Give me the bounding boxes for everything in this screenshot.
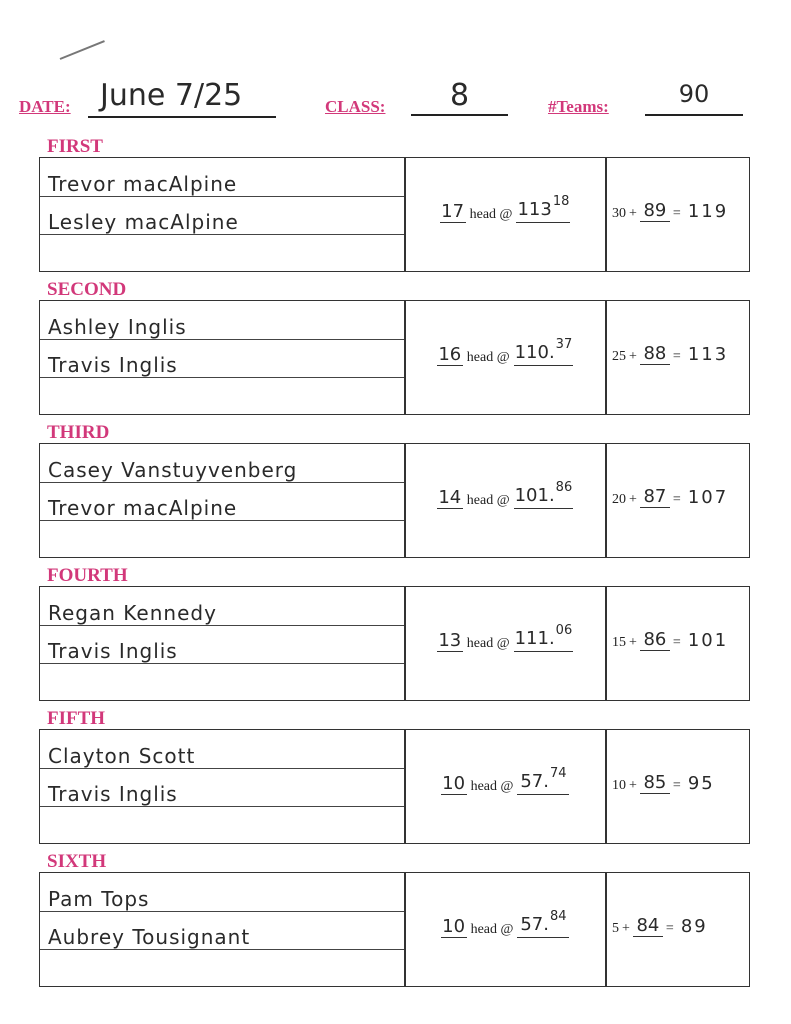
contestant-name-1: Clayton Scott <box>48 744 196 768</box>
name-row-line <box>40 377 404 378</box>
points-total: 119 <box>687 201 729 222</box>
name-row-line <box>40 625 404 626</box>
points-add: 87 <box>640 487 670 508</box>
time-fraction: 86 <box>555 480 573 495</box>
points-total: 101 <box>687 630 729 651</box>
equals-sign: = <box>672 349 681 364</box>
head-at-label: head @ <box>469 207 513 222</box>
time-value <box>514 480 574 509</box>
class-value: 8 <box>449 78 470 113</box>
contestant-name-2: Travis Inglis <box>48 353 178 377</box>
head-count: 16 <box>438 344 462 365</box>
contestant-name-2: Travis Inglis <box>48 782 178 806</box>
head-count: 10 <box>442 773 466 794</box>
name-row-line <box>40 482 404 483</box>
name-row-line <box>40 234 404 235</box>
stray-pen-mark <box>60 40 105 60</box>
time-whole: 57. <box>520 771 549 792</box>
time-fraction: 37 <box>555 337 573 352</box>
points-base: 25 <box>612 349 626 364</box>
time-value <box>514 337 574 366</box>
time-cell <box>405 873 605 986</box>
date-line <box>88 116 276 118</box>
contestant-name-2: Trevor macAlpine <box>48 496 238 520</box>
placing-title: FIRST <box>47 136 103 157</box>
points-total: 113 <box>687 344 729 365</box>
time-value <box>517 909 569 938</box>
points-base: 5 <box>612 921 619 936</box>
points-add: 89 <box>640 201 670 222</box>
plus-sign: + <box>629 206 637 221</box>
placing-title: FIFTH <box>47 708 106 729</box>
plus-sign: + <box>629 349 637 364</box>
points-total: 89 <box>680 916 708 937</box>
time-value <box>514 623 574 652</box>
time-fraction: 06 <box>555 623 573 638</box>
head-at-label: head @ <box>470 922 514 937</box>
contestant-name-2: Lesley macAlpine <box>48 210 239 234</box>
name-row-line <box>40 806 404 807</box>
points-base: 10 <box>612 778 626 793</box>
contestant-name-1: Regan Kennedy <box>48 601 217 625</box>
time-whole: 110. <box>514 342 555 363</box>
time-cell <box>405 587 605 700</box>
placing-box <box>39 872 750 987</box>
placing-box <box>39 300 750 415</box>
points-cell <box>606 730 749 843</box>
name-row-line <box>40 196 404 197</box>
plus-sign: + <box>629 492 637 507</box>
time-whole: 101. <box>514 485 555 506</box>
contestant-name-1: Pam Tops <box>48 887 150 911</box>
points-cell <box>606 873 749 986</box>
teams-label: #Teams: <box>548 97 609 116</box>
contestant-name-2: Travis Inglis <box>48 639 178 663</box>
points-total: 95 <box>687 773 715 794</box>
name-row-line <box>40 768 404 769</box>
placing-box <box>39 586 750 701</box>
head-at-label: head @ <box>466 350 510 365</box>
time-fraction: 74 <box>549 766 567 781</box>
head-count: 17 <box>441 201 465 222</box>
time-cell <box>405 301 605 414</box>
name-row-line <box>40 339 404 340</box>
points-cell <box>606 444 749 557</box>
time-whole: 113 <box>517 199 552 220</box>
time-fraction: 18 <box>552 194 570 209</box>
points-total: 107 <box>687 487 729 508</box>
points-cell <box>606 158 749 271</box>
placing-title: THIRD <box>47 422 110 443</box>
points-cell <box>606 301 749 414</box>
date-value: June 7/25 <box>100 78 243 113</box>
teams-line <box>645 114 743 116</box>
head-count: 10 <box>442 916 466 937</box>
plus-sign: + <box>629 635 637 650</box>
plus-sign: + <box>629 778 637 793</box>
contestant-name-1: Trevor macAlpine <box>48 172 238 196</box>
name-row-line <box>40 949 404 950</box>
class-line <box>411 114 508 116</box>
placing-title: SIXTH <box>47 851 107 872</box>
placing-box <box>39 443 750 558</box>
name-row-line <box>40 520 404 521</box>
points-add: 84 <box>633 916 663 937</box>
placing-box <box>39 157 750 272</box>
equals-sign: = <box>672 778 681 793</box>
class-label: CLASS: <box>325 97 386 116</box>
time-cell <box>405 730 605 843</box>
points-cell <box>606 587 749 700</box>
points-add: 88 <box>640 344 670 365</box>
equals-sign: = <box>672 206 681 221</box>
name-row-line <box>40 911 404 912</box>
head-at-label: head @ <box>470 779 514 794</box>
placing-box <box>39 729 750 844</box>
date-label: DATE: <box>19 97 71 116</box>
contestant-name-1: Ashley Inglis <box>48 315 187 339</box>
points-add: 85 <box>640 773 670 794</box>
time-fraction: 84 <box>549 909 567 924</box>
points-base: 15 <box>612 635 626 650</box>
time-cell <box>405 444 605 557</box>
placing-title: SECOND <box>47 279 127 300</box>
plus-sign: + <box>622 921 630 936</box>
points-base: 30 <box>612 206 626 221</box>
contestant-name-1: Casey Vanstuyvenberg <box>48 458 298 482</box>
placing-title: FOURTH <box>47 565 128 586</box>
head-at-label: head @ <box>466 493 510 508</box>
head-count: 13 <box>438 630 462 651</box>
head-count: 14 <box>438 487 462 508</box>
equals-sign: = <box>672 635 681 650</box>
points-add: 86 <box>640 630 670 651</box>
equals-sign: = <box>665 921 674 936</box>
head-at-label: head @ <box>466 636 510 651</box>
teams-value: 90 <box>678 80 710 108</box>
contestant-name-2: Aubrey Tousignant <box>48 925 251 949</box>
points-base: 20 <box>612 492 626 507</box>
time-value <box>517 766 569 795</box>
equals-sign: = <box>672 492 681 507</box>
time-value <box>516 194 570 223</box>
time-cell <box>405 158 605 271</box>
time-whole: 111. <box>514 628 555 649</box>
name-row-line <box>40 663 404 664</box>
time-whole: 57. <box>520 914 549 935</box>
